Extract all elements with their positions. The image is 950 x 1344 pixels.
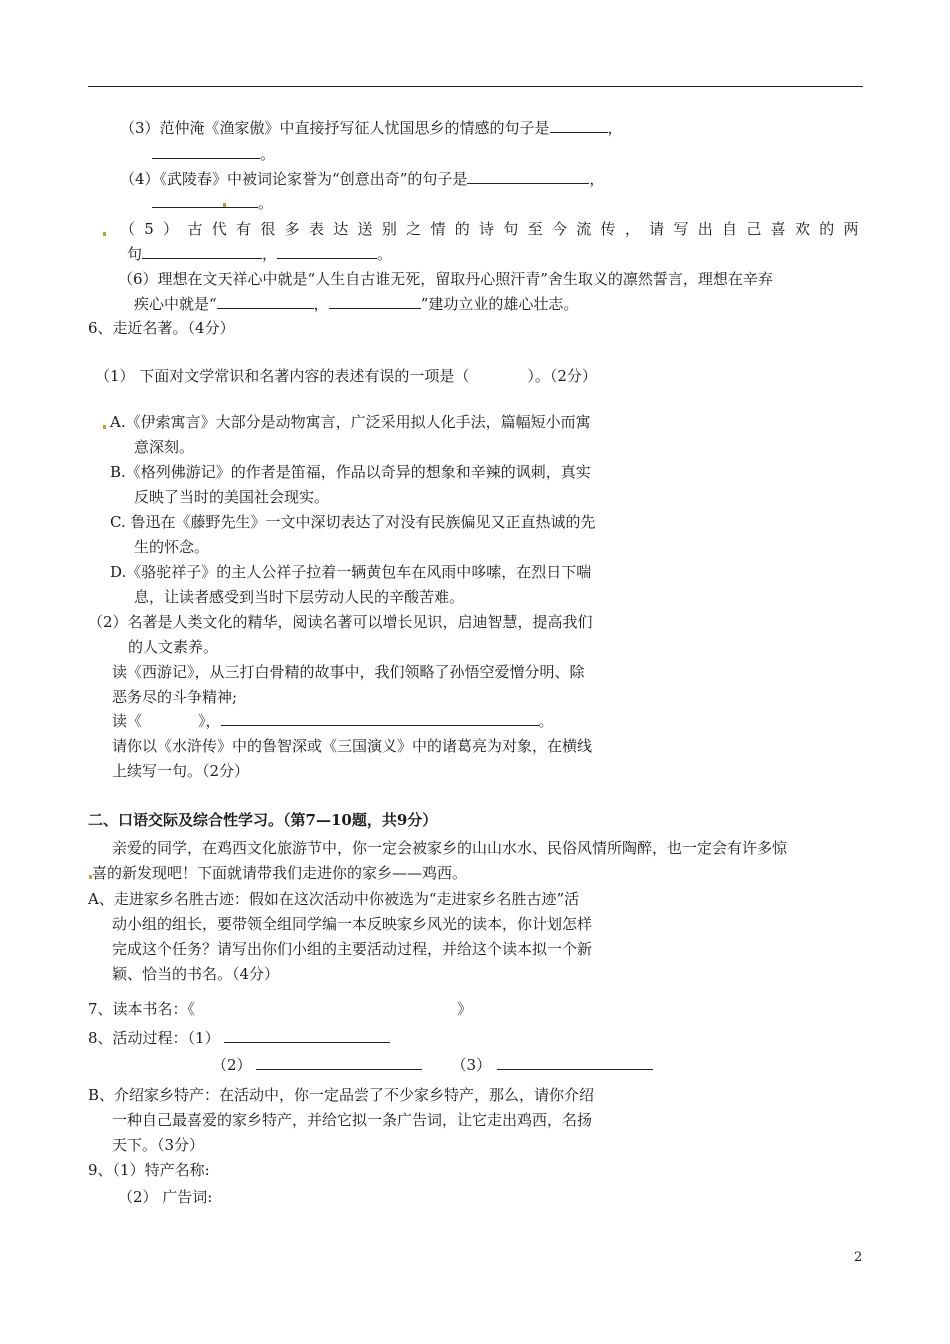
part-b-line-2: 一种自己最喜爱的家乡特产，并给它拟一条广告词，让它走出鸡西，名扬 [112, 1111, 593, 1129]
answer-blank[interactable] [217, 294, 314, 309]
option-a-line-1: A.《伊索寓言》大部分是动物寓言，广泛采用拟人化手法，篇幅短小而寓 [110, 413, 591, 431]
question-3-line-1: （3）范仲淹《渔家傲》中直接抒写征人忧国思乡的情感的句子是 ， [120, 119, 623, 137]
question-4-line-2: 。 [152, 193, 273, 213]
section-2-heading: 二、口语交际及综合性学习。（第7—10题，共9分） [88, 811, 438, 829]
answer-blank[interactable] [142, 244, 262, 259]
question-8-line-2: （2） （3） [212, 1055, 653, 1075]
section-6-q2-line-4: 恶务尽的斗争精神; [112, 688, 238, 706]
part-a-line-3: 完成这个任务？请写出你们小组的主要活动过程，并给这个读本拟一个新 [112, 940, 593, 958]
part-a-line-2: 动小组的组长，要带领全组同学编一本反映家乡风光的读本，你计划怎样 [112, 915, 593, 933]
page-number: 2 [854, 1250, 863, 1265]
section-6-q1-stem: （1） 下面对文学常识和名著内容的表述有误的一项是（ ）。（2分） [95, 367, 597, 385]
section-6-q2-line-6: 请你以《水浒传》中的鲁智深或《三国演义》中的诸葛亮为对象，在横线 [112, 737, 593, 755]
answer-blank[interactable] [550, 118, 608, 133]
section-6-q2-line-1: （2）名著是人类文化的精华，阅读名著可以增长见识，启迪智慧，提高我们 [88, 613, 593, 631]
question-5-line-2: 句 ， 。 [127, 245, 393, 263]
option-c-line-2: 生的怀念。 [134, 538, 210, 556]
section-6-title: 6、走近名著。（4分） [88, 319, 235, 337]
option-a-line-2: 意深刻。 [134, 438, 195, 456]
book-title-blank[interactable] [142, 712, 198, 726]
question-8-line-1: 8、活动过程：（1） [88, 1028, 390, 1048]
option-b-line-1: B.《格列佛游记》的作者是笛福，作品以奇异的想象和辛辣的讽刺，真实 [110, 463, 591, 481]
section-2-intro-line-2: 喜的新发现吧！下面就请带我们走进你的家乡——鸡西。 [92, 864, 468, 882]
part-b-line-3: 天下。（3分） [112, 1136, 205, 1154]
question-9-product-name: 9、（1）特产名称: [88, 1161, 210, 1179]
option-c-line-1: C. 鲁迅在《藤野先生》一文中深切表达了对没有民族偏见又正直热诚的先 [110, 513, 596, 531]
answer-blank[interactable] [221, 711, 539, 726]
option-d-line-2: 息，让读者感受到当时下层劳动人民的辛酸苦难。 [134, 588, 465, 606]
answer-blank[interactable] [467, 169, 589, 184]
part-a-line-1: A、走进家乡名胜古迹：假如在这次活动中你被选为“走进家乡名胜古迹”活 [88, 890, 580, 908]
activity-step-2-blank[interactable] [256, 1055, 422, 1070]
answer-blank[interactable] [152, 144, 260, 159]
answer-blank[interactable] [152, 193, 258, 208]
option-d-line-1: D.《骆驼祥子》的主人公祥子拉着一辆黄包车在风雨中哆嗦，在烈日下喘 [110, 563, 592, 581]
answer-blank[interactable] [277, 244, 377, 259]
section-6-q2-line-3: 读《西游记》，从三打白骨精的故事中，我们领略了孙悟空爱憎分明、除 [112, 663, 585, 681]
question-3-line-2: 。 [152, 144, 275, 164]
scan-mark [223, 203, 226, 207]
scan-mark [103, 232, 106, 236]
option-b-line-2: 反映了当时的美国社会现实。 [134, 488, 330, 506]
scan-mark [103, 425, 106, 429]
section-6-q2-line-2: 的人文素养。 [128, 638, 219, 656]
part-b-line-1: B、介绍家乡特产：在活动中，你一定品尝了不少家乡特产，那么，请你介绍 [88, 1086, 595, 1104]
activity-step-3-blank[interactable] [497, 1055, 653, 1070]
section-6-q2-read-line: 读《 》， 。 [112, 712, 554, 730]
question-4-line-1: （4）《武陵春》中被词论家誉为“创意出奇”的句子是 ， [120, 170, 605, 188]
question-7: 7、读本书名：《 》 [88, 1000, 473, 1018]
question-5-line-1: （5）古代有很多表达送别之情的诗句至今流传，请写出自己喜欢的两 [120, 220, 868, 238]
part-a-line-4: 颖、恰当的书名。（4分） [112, 965, 280, 983]
answer-blank[interactable] [329, 294, 421, 309]
header-rule [88, 86, 863, 87]
activity-step-1-blank[interactable] [224, 1028, 390, 1043]
section-2-intro-line-1: 亲爱的同学，在鸡西文化旅游节中，你一定会被家乡的山山水水、民俗风情所陶醉，也一定会有许多惊 [112, 839, 788, 857]
question-9-slogan: （2） 广告词: [118, 1188, 213, 1206]
question-6-line-1: （6）理想在文天祥心中就是“人生自古谁无死，留取丹心照汗青”舍生取义的凛然誓言，理想在辛弃 [118, 270, 773, 288]
question-6-line-2: 疾心中就是“ ， ”建功立业的雄心壮志。 [134, 295, 579, 313]
section-6-q2-line-7: 上续写一句。（2分） [112, 762, 250, 780]
